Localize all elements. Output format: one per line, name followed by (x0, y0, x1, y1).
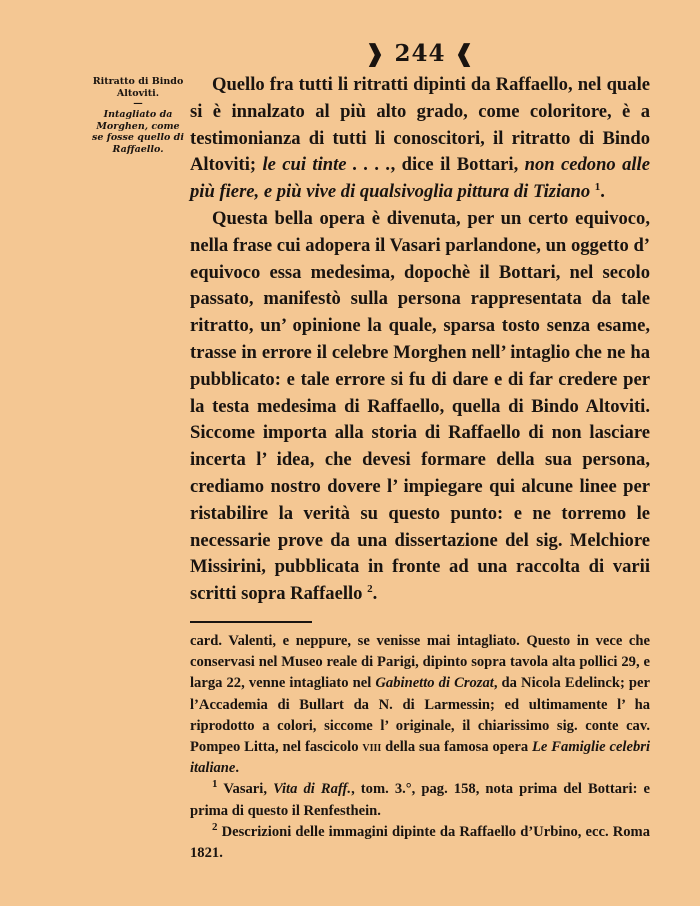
paragraph-2 (190, 206, 650, 608)
footnote-1 (190, 779, 650, 821)
footnote-ref-2: 2 (367, 582, 373, 595)
page-number-header (365, 40, 475, 67)
paragraph-1-text-a: Quello fra tutti li ritratti dipinti da Raffaello, nel quale si è innalzato al più alto grado, come coloritore, è a testimonianza di tutti li conoscitori, il ritratto di Bindo Altoviti; (190, 74, 650, 176)
footnote-cont-italic-2: Le Famiglie celebri italiane (190, 739, 650, 777)
margin-note-caption: Intagliato da Morghen, come se fosse quello di Raffaello. (92, 109, 184, 155)
page-mark-left: ❱ (365, 40, 386, 67)
footnote-cont-c: della sua famosa opera (381, 739, 533, 756)
footnote-1-text-a: Vasari, (217, 781, 274, 798)
paragraph-1-quote: le cui tinte . . . . (262, 154, 391, 176)
paragraph-1-quote-2: non cedono alle più fiere, e più vive di qualsivoglia pittura di Tiziano (190, 154, 650, 203)
footnote-roman-numeral: viii (362, 739, 382, 756)
footnote-1-text-b: , tom. 3.°, pag. 158, nota prima del Bottari: e prima di questo il Renfesthein. (190, 781, 650, 819)
footnote-ref-1: 1 (594, 181, 601, 193)
footnote-rule (190, 621, 312, 623)
footnote-1-italic: Vita di Raff. (273, 781, 352, 798)
footnote-cont-d: . (235, 760, 240, 777)
footnote-cont-b: , da Nicola Edelinck; per l’Accademia di Bullart da N. di Larmessin; ed ultimamente l’ ha riprodotto a colori, siccome l’ originale, il chiarissimo sig. conte cav. Pompeo Litta, nel fascicolo (190, 675, 651, 756)
footnote-2 (190, 822, 650, 864)
page-mark-right: ❰ (454, 40, 475, 67)
margin-note (92, 76, 184, 155)
main-text (190, 72, 650, 608)
paragraph-2-end: . (372, 583, 378, 605)
page-number: 244 (394, 40, 446, 67)
paragraph-1-text-b: , dice il Bottari, (390, 154, 525, 176)
footnote-cont-italic-1: Gabinetto di Crozat (375, 675, 494, 692)
paragraph-2-text: Questa bella opera è divenuta, per un certo equivoco, nella frase cui adopera il Vasari parlandone, un oggetto d’ equivoco essa medesima, dopochè il Bottari, nel secolo passato, manifestò sulla persona rappresentata da tale ritratto, un’ opinione la quale, sparsa tosto senza esame, trasse in errore il celebre Morghen nell’ intaglio che ne ha pubblicato: e tale errore si fu di dare e di far credere per la testa medesima di Raffaello, quella di Bindo Altoviti. Siccome importa alla storia di Raffaello di non lasciare incerta l’ idea, che devesi formare della sua persona, crediamo nostro dovere l’ impiegare qui alcune linee per ristabilire la verità su questo punto: e ne torremo le necessarie prove da una dissertazione del sig. Melchiore Missirini, pubblicata in fronte ad una raccolta di varii scritti sopra Raffaello (190, 207, 650, 605)
margin-note-title: Ritratto di Bindo Altoviti. (92, 76, 184, 99)
footnote-1-number: 1 (212, 778, 218, 791)
footnote-continuation (190, 631, 650, 779)
footnote-2-text: Descrizioni delle immagini dipinte da Raffaello d’Urbino, ecc. Roma 1821. (190, 823, 650, 862)
footnotes (190, 631, 650, 864)
footnote-cont-a: card. Valenti, e neppure, se venisse mai intagliato. Questo in vece che conservasi nel Museo reale di Parigi, dipinto sopra tavola alta pollici 29, e larga 22, venne intagliato nel (190, 633, 650, 692)
footnote-2-number: 2 (212, 820, 218, 833)
margin-note-dash: — (133, 98, 143, 109)
paragraph-1-text-c: . (600, 181, 605, 203)
paragraph-1 (190, 72, 650, 206)
